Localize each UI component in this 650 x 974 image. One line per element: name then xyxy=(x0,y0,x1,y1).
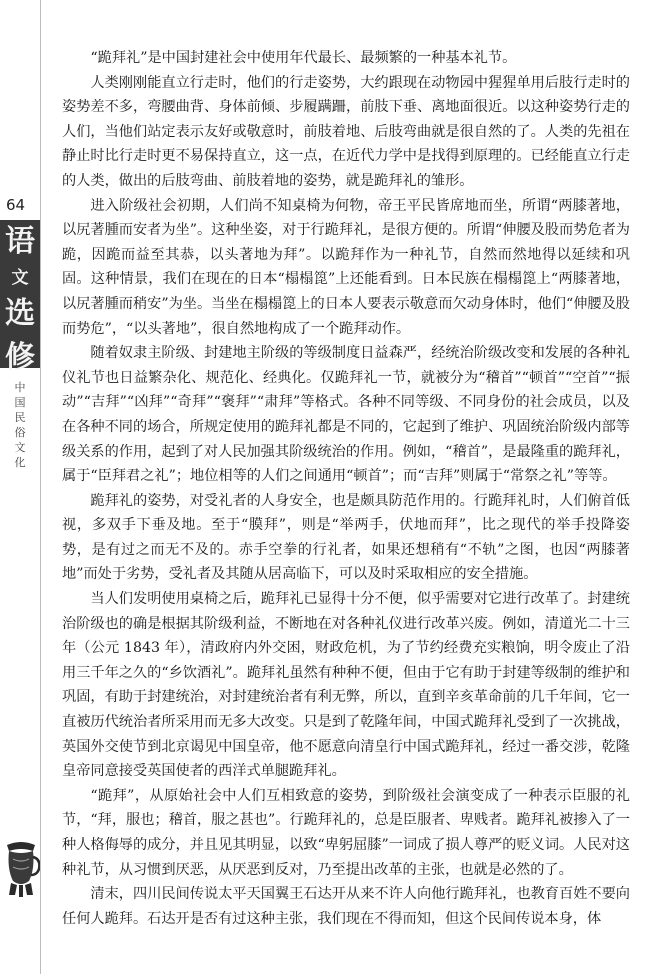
book-subtitle-char: 俗 xyxy=(14,426,26,439)
book-subtitle xyxy=(0,380,40,470)
paragraph: 跪拜礼的姿势，对受礼者的人身安全，也是颇具防范作用的。行跪拜礼时，人们俯首低视，多双手下垂及地。至于“膜拜”，则是“举两手，伏地而拜”，比之现代的举手投降姿势，是有过之而无不及的。赤手空拳的行礼者，如果还想稍有“不轨”之图，也因“两膝著地”而处于劣势，受礼者及其随从居高临下，可以及时采取相应的安全措施。 xyxy=(62,492,630,583)
ceremonial-vessel-icon xyxy=(1,835,41,905)
paragraph: 清末，四川民间传说太平天国翼王石达开从来不许人向他行跪拜礼，也教育百姓不要向任何人跪拜。石达开是否有过这种主张，我们现在不得而知，但这个民间传说本身，体 xyxy=(62,886,630,927)
paragraph: 随着奴隶主阶级、封建地主阶级的等级制度日益森严，经统治阶级改变和发展的各种礼仪礼节也日益繁杂化、规范化、经典化。仅跪拜礼一节，就被分为“稽首”“顿首”“空首”“振动”“吉拜”“凶拜”“奇拜”“褒拜”“肃拜”等格式。各种不同等级、不同身份的社会成员，以及在各种不同的场合，所规定使用的跪拜礼都是不同的，它起到了维护、巩固统治阶级内部等级关系的作用，起到了对人民加强其阶级统治的作用。例如，“稽首”，是最隆重的跪拜礼，属于“臣拜君之礼”；地位相等的人们之间通用“顿首”；而“吉拜”则属于“常祭之礼”等等。 xyxy=(62,345,630,485)
book-subtitle-char: 文 xyxy=(14,441,26,454)
series-title-char: 文 xyxy=(11,268,29,288)
paragraph: “跪拜”，从原始社会中人们互相致意的姿势，到阶级社会演变成了一种表示臣服的礼节，“拜，服也；稽首，服之甚也”。行跪拜礼的，总是臣服者、卑贱者。跪拜礼被掺入了一种人格侮辱的成分，并且见其明显，以致“卑躬屈膝”一词成了损人尊严的贬义词。人民对这种礼节，从习惯到厌恶，从厌恶到反对，乃至提出改革的主张，也就是必然的了。 xyxy=(62,787,630,878)
page-number: 64 xyxy=(6,196,26,214)
book-subtitle-char: 化 xyxy=(14,456,26,469)
paragraph: “跪拜礼”是中国封建社会中使用年代最长、最频繁的一种基本礼节。 xyxy=(90,50,517,66)
series-title-block xyxy=(0,220,40,375)
series-title-char: 语 xyxy=(5,224,35,259)
series-title-char: 选 xyxy=(5,296,35,331)
page-margin-sidebar xyxy=(0,0,42,974)
paragraph: 进入阶级社会初期，人们尚不知桌椅为何物，帝王平民皆席地而坐，所谓“两膝著地，以尻著腫而安者为坐”。这种坐姿，对于行跪拜礼，是很方便的。所谓“伸腰及股而势危者为跪，因跪而益至其恭，以头著地为拜”。以跪拜作为一种礼节，自然而然地得以延续和巩固。这种情景，我们在现在的日本“榻榻箆”上还能看到。日本民族在榻榻箆上“两膝著地，以尻著腫而稍安”为坐。当坐在榻榻箆上的日本人要表示敬意而欠动身体时，他们“伸腰及股而势危”，“以头著地”，很自然地构成了一个跪拜动作。 xyxy=(62,197,630,337)
book-subtitle-char: 民 xyxy=(14,411,26,424)
book-subtitle-char: 中 xyxy=(14,381,26,394)
book-subtitle-char: 国 xyxy=(14,396,26,409)
margin-divider-line xyxy=(40,0,41,974)
body-text xyxy=(62,46,630,931)
paragraph: 人类刚刚能直立行走时，他们的行走姿势，大约跟现在动物园中猩猩单用后肢行走时的姿势差不多，弯腰曲背、身体前倾、步履蹒跚，前肢下垂、离地面很近。以这种姿势行走的人们，当他们站定表示友好或敬意时，前肢着地、后肢弯曲就是很自然的了。人类的先祖在静止时比行走时更不易保持直立，这一点，在近代力学中是找得到原理的。已经能直立行走的人类，做出的后肢弯曲、前肢着地的姿势，就是跪拜礼的雏形。 xyxy=(62,74,630,189)
paragraph: 当人们发明使用桌椅之后，跪拜礼已显得十分不便，似乎需要对它进行改革了。封建统治阶级也的确是根据其阶级利益，不断地在对各种礼仪进行改革兴废。例如，清道光二十三年（公元 1843 年），清政府内外交困，财政危机，为了节约经费充实粮饷，明令废止了沿用三千年之久的“乡饮酒礼”。跪拜礼虽然有种种不便，但由于它有助于封建等级制的维护和巩固，有助于封建统治，对封建统治者有利无弊，所以，直到辛亥革命前的几千年间，它一直被历代统治者所采用而无多大改变。只是到了乾隆年间，中国式跪拜礼受到了一次挑战，英国外交使节到北京谒见中国皇帝，他不愿意向清皇行中国式跪拜礼，经过一番交涉，乾隆皇帝同意接受英国使者的西洋式单腿跪拜礼。 xyxy=(62,591,630,780)
series-title-char: 修 xyxy=(5,340,35,375)
